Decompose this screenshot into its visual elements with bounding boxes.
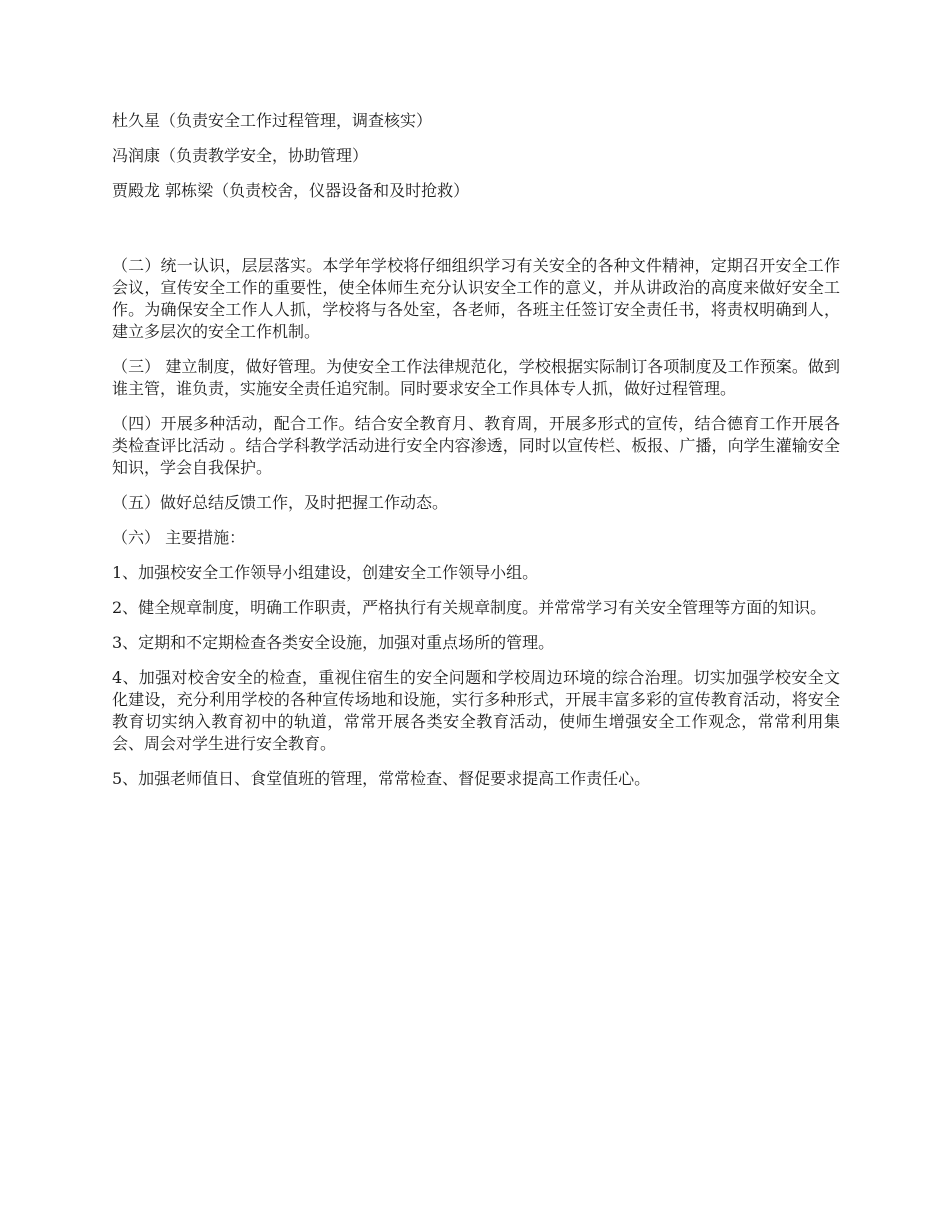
measure-item-3: 3、定期和不定期检查各类安全设施，加强对重点场所的管理。 (112, 633, 555, 652)
document-page (112, 110, 840, 803)
staff-line-jia-guo: 贾殿龙 郭栋梁（负责校舍，仪器设备和及时抢救） (112, 181, 470, 200)
staff-line-feng-runkang: 冯润康（负责教学安全，协助管理） (112, 146, 369, 165)
measure-item-1: 1、加强校安全工作领导小组建设，创建安全工作领导小组。 (112, 563, 539, 582)
section-spacer (112, 215, 840, 255)
paragraph-main-measures-heading: （六） 主要措施： (112, 528, 246, 547)
staff-line-du-jiuxing: 杜久星（负责安全工作过程管理，调查核实） (112, 111, 433, 130)
measure-item-2: 2、健全规章制度，明确工作职责，严格执行有关规章制度。并常常学习有关安全管理等方面的知识。 (112, 598, 827, 617)
paragraph-unify-understanding: （二）统一认识，层层落实。本学年学校将仔细组织学习有关安全的各种文件精神，定期召开安全工作会议，宣传安全工作的重要性，使全体师生充分认识安全工作的意义，并从讲政治的高度来做好安全工作。为确保安全工作人人抓，学校将与各处室，各老师，各班主任签订安全责任书，将责权明确到人，建立多层次的安全工作机制。 (112, 256, 840, 341)
paragraph-establish-system: （三） 建立制度，做好管理。为使安全工作法律规范化，学校根据实际制订各项制度及工作预案。做到谁主管，谁负责，实施安全责任追究制。同时要求安全工作具体专人抓，做好过程管理。 (112, 357, 840, 398)
paragraph-activities: （四）开展多种活动，配合工作。结合安全教育月、教育周，开展多形式的宣传，结合德育工作开展各类检查评比活动 。结合学科教学活动进行安全内容渗透，同时以宣传栏、板报、广播，向学生灌输安全知识，学会自我保护。 (112, 414, 840, 477)
measure-item-4: 4、加强对校舍安全的检查，重视住宿生的安全问题和学校周边环境的综合治理。切实加强学校安全文化建设，充分利用学校的各种宣传场地和设施，实行多种形式，开展丰富多彩的宣传教育活动，将安全教育切实纳入教育初中的轨道，常常开展各类安全教育活动，使师生增强安全工作观念，常常利用集会、周会对学生进行安全教育。 (112, 668, 840, 753)
paragraph-summary-feedback: （五）做好总结反馈工作，及时把握工作动态。 (112, 493, 449, 512)
measure-item-5: 5、加强老师值日、食堂值班的管理，常常检查、督促要求提高工作责任心。 (112, 769, 651, 788)
